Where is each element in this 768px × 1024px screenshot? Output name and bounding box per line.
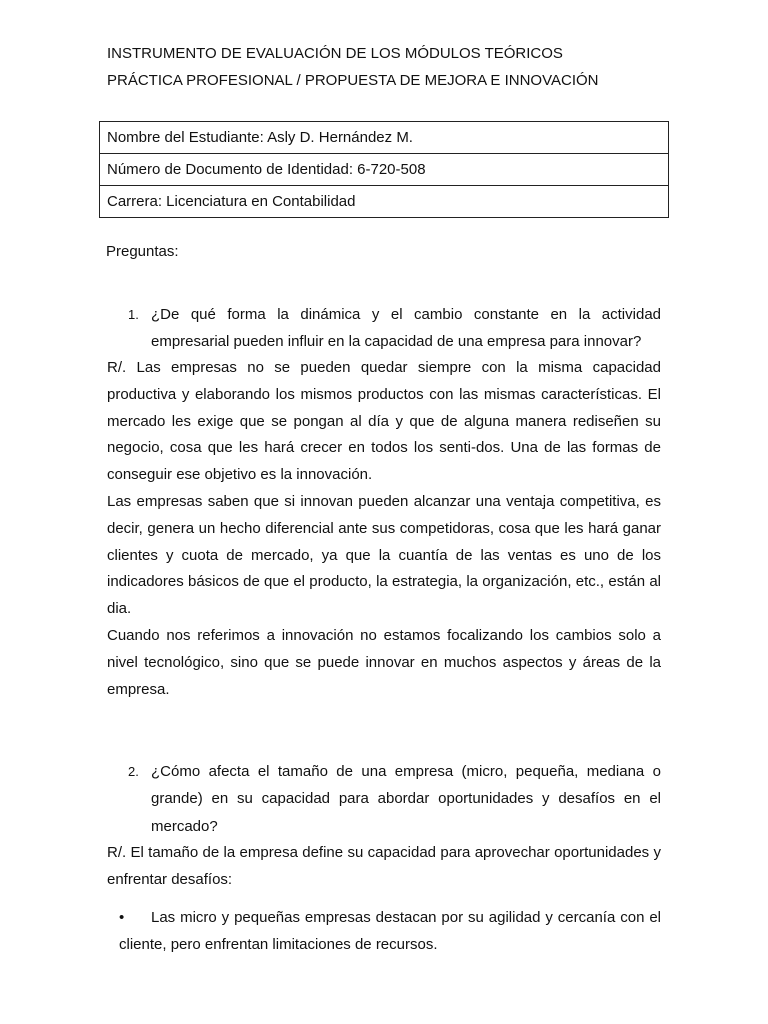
question-1 <box>107 301 661 356</box>
answer-paragraph: Las empresas saben que si innovan pueden alcanzar una ventaja competitiva, es decir, genera un hecho diferencial ante sus competidoras, cosa que les hará ganar clientes y cuota de mercado, ya que la cuantía de las ventas es uno de los indicadores básicos de que el producto, la estrategia, la organización, etc., están al dia. <box>107 492 661 618</box>
answer-paragraph: Cuando nos referimos a innovación no estamos focalizando los cambios solo a nivel tecnológico, sino que se puede innovar en muchos aspectos y áreas de la empresa. <box>107 626 661 698</box>
answer-paragraph: R/. Las empresas no se pueden quedar siempre con la misma capacidad productiva y elaborando los mismos productos con las mismas características. El mercado les exige que se pongan al día y que de alguna manera rediseñen su negocio, cosa que les hará crecer en todos los senti-dos. Una de las formas de conseguir ese objetivo es la innovación. <box>107 359 661 484</box>
student-name-cell: Nombre del Estudiante: Asly D. Hernández M. <box>100 122 669 154</box>
question-text: ¿De qué forma la dinámica y el cambio constante en la actividad empresarial pueden influir en la capacidad de una empresa para innovar? <box>151 306 661 351</box>
bullet-text: Las micro y pequeñas empresas destacan por su agilidad y cercanía con el cliente, pero enfrentan limitaciones de recursos. <box>119 909 661 953</box>
table-row <box>100 186 669 218</box>
student-info-table <box>99 121 669 218</box>
question-text: ¿Cómo afecta el tamaño de una empresa (micro, pequeña, mediana o grande) en su capacidad para abordar oportunidades y desafíos en el mercado? <box>151 763 661 835</box>
table-row <box>100 122 669 154</box>
question-number: 2. <box>128 764 139 779</box>
question-2 <box>107 758 661 840</box>
list-item <box>119 904 661 958</box>
document-header <box>107 40 598 94</box>
career-cell: Carrera: Licenciatura en Contabilidad <box>100 186 669 218</box>
table-row <box>100 154 669 186</box>
header-title-line-1: INSTRUMENTO DE EVALUACIÓN DE LOS MÓDULOS TEÓRICOS <box>107 45 563 62</box>
bullet-icon: • <box>119 909 125 926</box>
header-title-line-2: PRÁCTICA PROFESIONAL / PROPUESTA DE MEJORA E INNOVACIÓN <box>107 72 599 89</box>
question-number: 1. <box>128 307 139 322</box>
document-id-cell: Número de Documento de Identidad: 6-720-508 <box>100 154 669 186</box>
answer-2 <box>107 840 661 894</box>
answer-1 <box>107 355 661 703</box>
answer-paragraph: R/. El tamaño de la empresa define su capacidad para aprovechar oportunidades y enfrentar desafíos: <box>107 844 661 888</box>
questions-label: Preguntas: <box>106 243 179 260</box>
